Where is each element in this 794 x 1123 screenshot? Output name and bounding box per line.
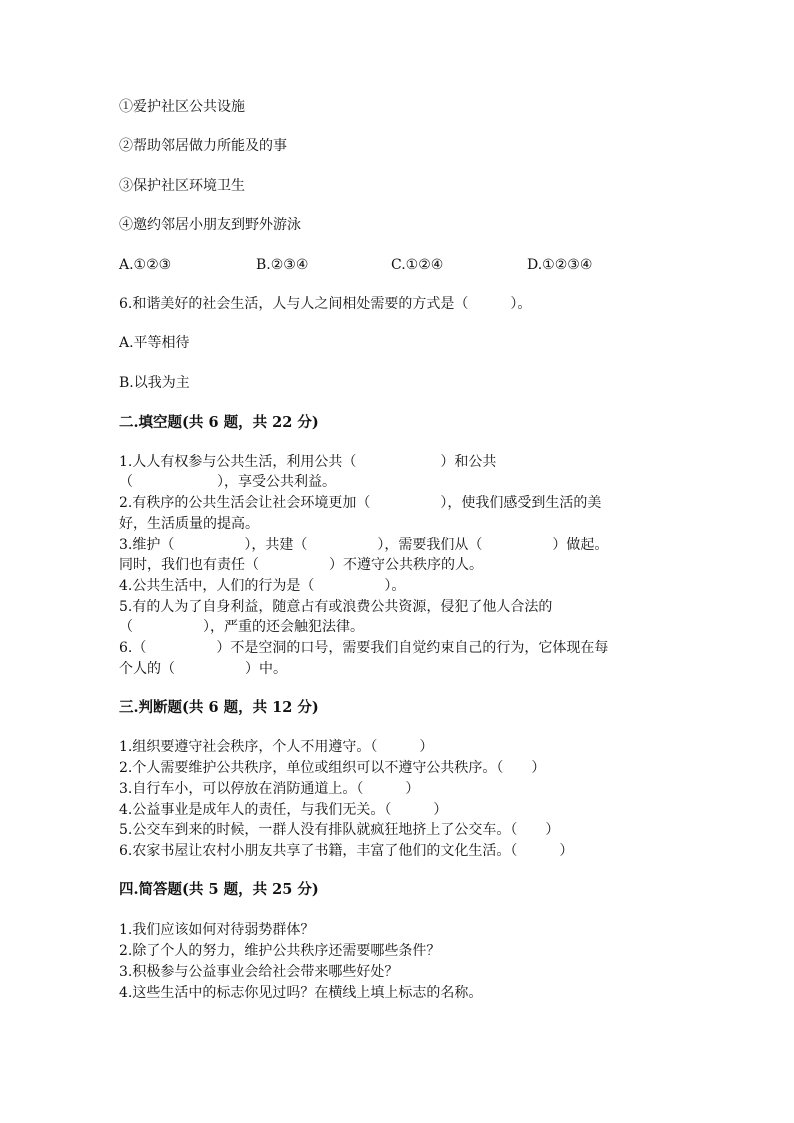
section4-line: 1.我们应该如何对待弱势群体？ — [119, 922, 315, 938]
section2-line: 6.（ ）不是空洞的口号，需要我们自觉约束自己的行为，它体现在每 — [119, 640, 609, 656]
q5-option-a: A.①②③ — [119, 257, 172, 273]
section3-line: 4.公益事业是成年人的责任，与我们无关。（ ） — [119, 802, 448, 818]
section4-heading: 四.简答题(共 5 题，共 25 分) — [119, 881, 319, 898]
section2-line: 2.有秩序的公共生活会让社会环境更加（ ），使我们感受到生活的美 — [119, 495, 602, 511]
section3-line: 5.公交车到来的时候，一群人没有排队就疯狂地挤上了公交车。（ ） — [119, 822, 560, 838]
section3-line: 3.自行车小，可以停放在消防通道上。（ ） — [119, 781, 420, 797]
q5-option-d: D.①②③④ — [527, 257, 593, 273]
section3-heading: 三.判断题(共 6 题，共 12 分) — [119, 699, 319, 716]
q5-item-2: ②帮助邻居做力所能及的事 — [119, 138, 287, 154]
section2-line: 5.有的人为了自身利益，随意占有或浪费公共资源，侵犯了他人合法的 — [119, 599, 553, 615]
section2-line: 3.维护（ ），共建（ ），需要我们从（ ）做起。 — [119, 537, 609, 553]
section2-line: 好，生活质量的提高。 — [119, 516, 259, 532]
q5-item-4: ④邀约邻居小朋友到野外游泳 — [119, 217, 301, 233]
section4-line: 3.积极参与公益事业会给社会带来哪些好处？ — [119, 964, 399, 980]
q6-option-b: B.以我为主 — [119, 375, 190, 391]
section2-line: 4.公共生活中，人们的行为是（ ）。 — [119, 578, 406, 594]
section3-line: 6.农家书屋让农村小朋友共享了书籍，丰富了他们的文化生活。（ ） — [119, 843, 574, 859]
q5-option-b: B.②③④ — [256, 257, 309, 273]
section2-line: 1.人人有权参与公共生活，利用公共（ ）和公共 — [119, 454, 497, 470]
section2-line: （ ），享受公共利益。 — [119, 474, 336, 490]
section3-line: 1.组织要遵守社会秩序，个人不用遵守。（ ） — [119, 739, 434, 755]
section2-heading: 二.填空题(共 6 题，共 22 分) — [119, 414, 319, 431]
q5-item-3: ③保护社区环境卫生 — [119, 178, 245, 194]
q5-option-c: C.①②④ — [391, 257, 444, 273]
section4-line: 2.除了个人的努力，维护公共秩序还需要哪些条件？ — [119, 943, 441, 959]
section3-line: 2.个人需要维护公共秩序，单位或组织可以不遵守公共秩序。（ ） — [119, 760, 546, 776]
section2-line: 个人的（ ）中。 — [119, 661, 287, 677]
section2-line: 同时，我们也有责任（ ）不遵守公共秩序的人。 — [119, 557, 483, 573]
q6-stem: 6.和谐美好的社会生活，人与人之间相处需要的方式是（ ）。 — [119, 296, 532, 312]
section4-line: 4.这些生活中的标志你见过吗？在横线上填上标志的名称。 — [119, 985, 483, 1001]
section2-line: （ ），严重的还会触犯法律。 — [119, 619, 364, 635]
q5-item-1: ①爱护社区公共设施 — [119, 99, 245, 115]
q6-option-a: A.平等相待 — [119, 335, 190, 351]
